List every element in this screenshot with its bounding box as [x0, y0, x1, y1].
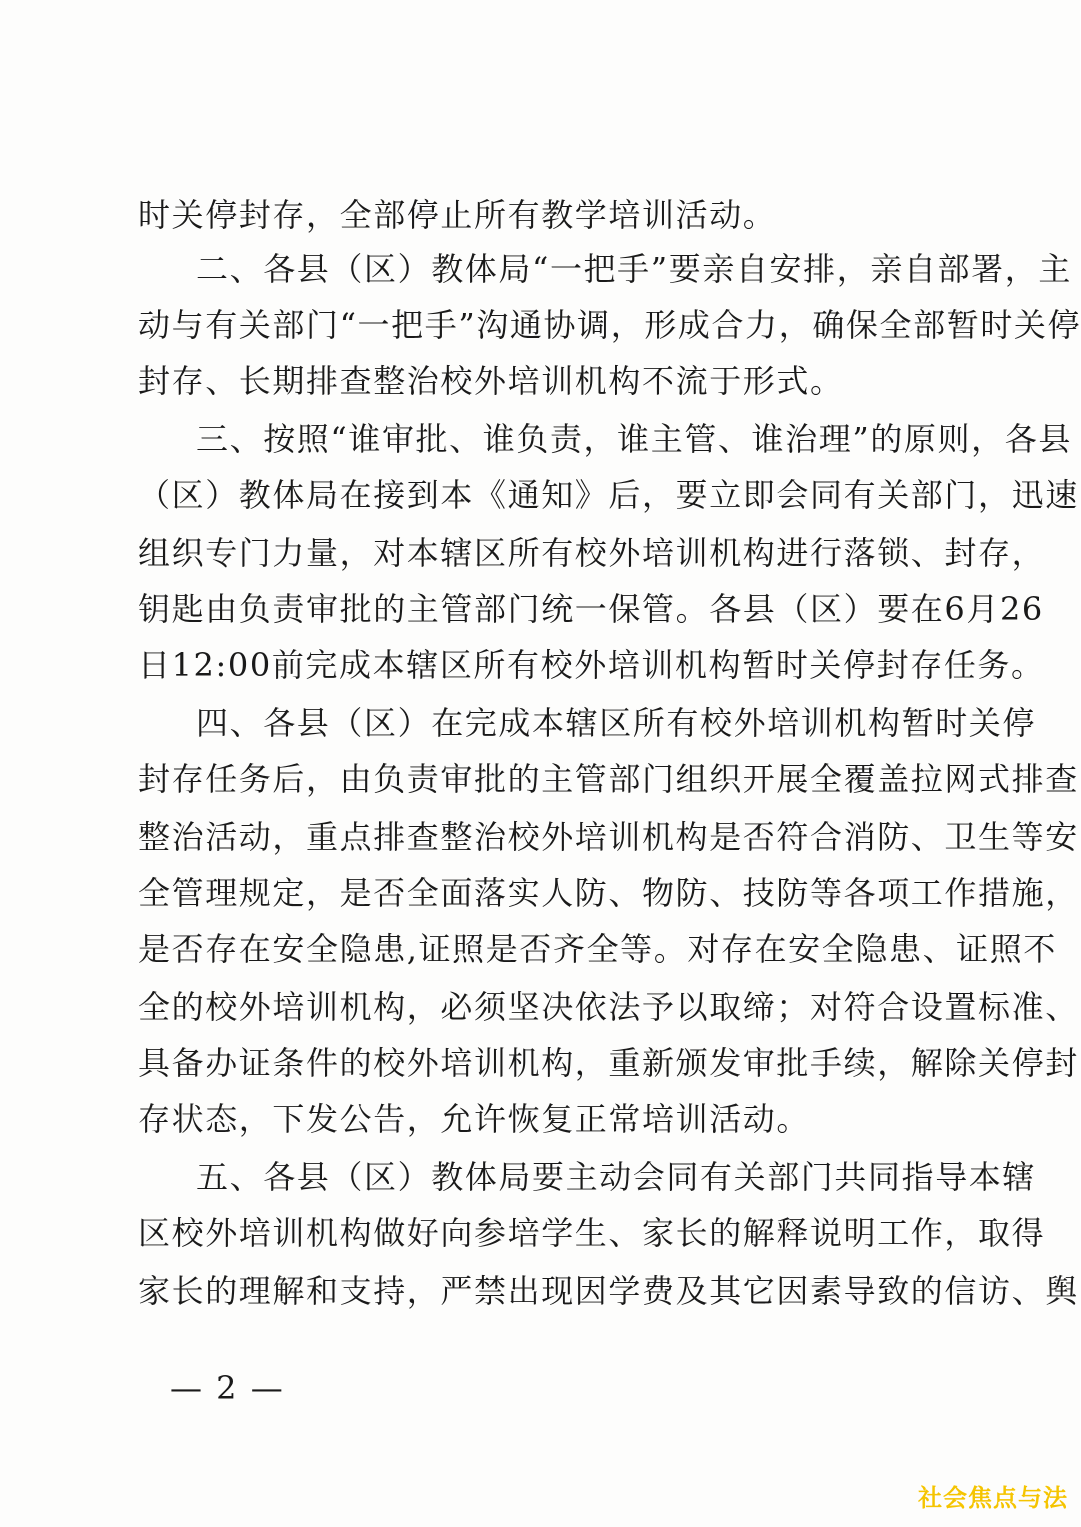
- section-4-line-5: 是否存在安全隐患,证照是否齐全等。对存在安全隐患、证照不: [138, 930, 1057, 968]
- watermark-text: 社会焦点与法: [918, 1484, 1068, 1512]
- body-line-1: 时关停封存，全部停止所有教学培训活动。: [138, 196, 777, 234]
- section-3-line-5: 日12:00前完成本辖区所有校外培训机构暂时关停封存任务。: [138, 646, 1045, 684]
- page-number: — 2 —: [170, 1369, 285, 1407]
- section-4-line-3: 整治活动，重点排查整治校外培训机构是否符合消防、卫生等安: [138, 818, 1079, 856]
- section-4-line-1: 四、各县（区）在完成本辖区所有校外培训机构暂时关停: [196, 704, 1037, 742]
- section-2-line-3: 封存、长期排查整治校外培训机构不流于形式。: [138, 362, 844, 400]
- section-4-line-7: 具备办证条件的校外培训机构，重新颁发审批手续，解除关停封: [138, 1044, 1079, 1082]
- section-2-line-2: 动与有关部门“一把手”沟通协调，形成合力，确保全部暂时关停: [138, 306, 1081, 344]
- section-4-line-6: 全的校外培训机构，必须坚决依法予以取缔；对符合设置标准、: [138, 988, 1079, 1026]
- section-5-line-2: 区校外培训机构做好向参培学生、家长的解释说明工作，取得: [138, 1214, 1046, 1252]
- section-3-line-1: 三、按照“谁审批、谁负责，谁主管、谁治理”的原则，各县: [196, 420, 1072, 458]
- section-4-line-8: 存状态，下发公告，允许恢复正常培训活动。: [138, 1100, 811, 1138]
- section-3-line-4: 钥匙由负责审批的主管部门统一保管。各县（区）要在6月26: [138, 590, 1044, 628]
- section-3-line-2: （区）教体局在接到本《通知》后，要立即会同有关部门，迅速: [138, 476, 1079, 514]
- section-4-line-2: 封存任务后，由负责审批的主管部门组织开展全覆盖拉网式排查: [138, 760, 1079, 798]
- section-5-line-3: 家长的理解和支持，严禁出现因学费及其它因素导致的信访、舆: [138, 1272, 1079, 1310]
- section-2-line-1: 二、各县（区）教体局“一把手”要亲自安排，亲自部署，主: [196, 250, 1072, 288]
- section-3-line-3: 组织专门力量，对本辖区所有校外培训机构进行落锁、封存，: [138, 534, 1046, 572]
- section-4-line-4: 全管理规定，是否全面落实人防、物防、技防等各项工作措施，: [138, 874, 1079, 912]
- section-5-line-1: 五、各县（区）教体局要主动会同有关部门共同指导本辖: [196, 1158, 1037, 1196]
